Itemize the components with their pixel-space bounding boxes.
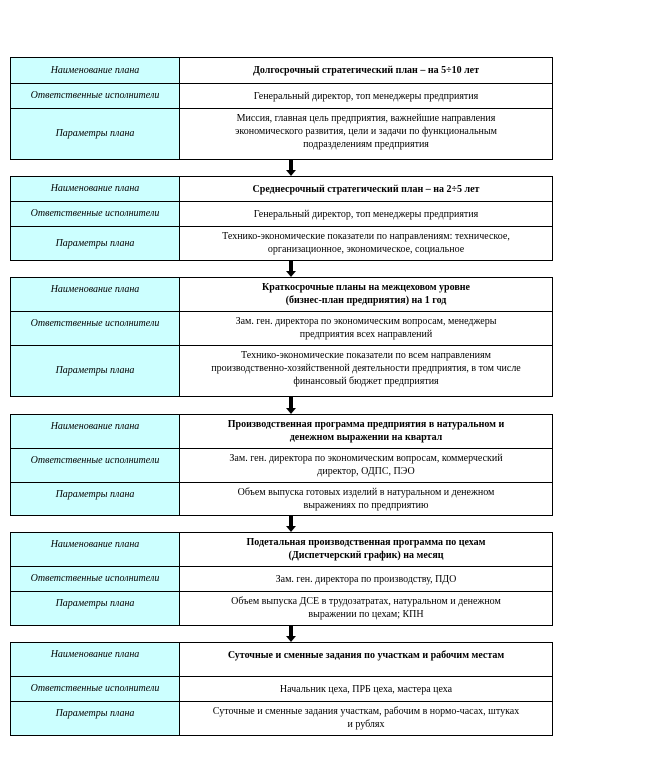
responsible-label: Ответственные исполнители (10, 566, 180, 592)
responsible-row (10, 676, 553, 702)
params-value (179, 591, 553, 626)
responsible-label: Ответственные исполнители (10, 676, 180, 702)
params-row (10, 482, 553, 516)
params-text: Технико-экономические показатели по всем направлениям производственно-хозяйственной деятельности предприятия, в том числе финансовый бюджет предприятия (211, 350, 521, 387)
responsible-row (10, 448, 553, 483)
plan-name-text: Краткосрочные планы на межцеховом уровне (бизнес-план предприятия) на 1 год (262, 282, 470, 306)
plan-name-row (10, 642, 553, 677)
params-row (10, 591, 553, 626)
params-value (179, 345, 553, 397)
flow-arrow-1 (287, 160, 295, 176)
responsible-value (179, 448, 553, 483)
responsible-text: Генеральный директор, топ менеджеры предприятия (253, 208, 479, 220)
params-value (179, 108, 553, 160)
params-label: Параметры плана (10, 108, 180, 160)
plan-name-row (10, 57, 553, 84)
responsible-value (179, 201, 553, 227)
responsible-row (10, 83, 553, 109)
responsible-row (10, 311, 553, 346)
plan-name-row (10, 277, 553, 312)
responsible-text: Зам. ген. директора по производству, ПДО (275, 573, 457, 585)
plan-name-text: Производственная программа предприятия в натуральном и денежном выражении на квартал (227, 419, 505, 443)
plan-block-short-term (10, 277, 553, 397)
params-row (10, 701, 553, 736)
plan-name-label: Наименование плана (10, 532, 180, 567)
params-value (179, 482, 553, 516)
flow-arrow-2 (287, 261, 295, 277)
responsible-value (179, 311, 553, 346)
params-text: Объем выпуска готовых изделий в натуральном и денежном выражениях по предприятию (237, 487, 495, 511)
responsible-value (179, 676, 553, 702)
plan-name-label: Наименование плана (10, 642, 180, 677)
plan-block-quarterly (10, 414, 553, 516)
responsible-label: Ответственные исполнители (10, 448, 180, 483)
params-label: Параметры плана (10, 591, 180, 626)
params-value (179, 226, 553, 261)
responsible-label: Ответственные исполнители (10, 83, 180, 109)
params-label: Параметры плана (10, 482, 180, 516)
params-text: Объем выпуска ДСЕ в трудозатратах, натуральном и денежном выражении по цехам; КПН (231, 596, 501, 620)
plan-block-long-term (10, 57, 553, 160)
plan-name-label: Наименование плана (10, 414, 180, 449)
plan-name-label: Наименование плана (10, 277, 180, 312)
plan-name-row (10, 532, 553, 567)
plan-name-value (179, 57, 553, 84)
params-label: Параметры плана (10, 226, 180, 261)
params-label: Параметры плана (10, 345, 180, 397)
params-text: Технико-экономические показатели по направлениям: техническое, организационное, экономическое, социальное (222, 231, 510, 255)
responsible-row (10, 201, 553, 227)
responsible-text: Зам. ген. директора по экономическим вопросам, коммерческий директор, ОДПС, ПЭО (229, 453, 503, 477)
plan-name-text: Суточные и сменные задания по участкам и рабочим местам (227, 650, 505, 661)
responsible-value (179, 83, 553, 109)
plan-name-label: Наименование плана (10, 176, 180, 202)
plan-name-value (179, 532, 553, 567)
responsible-label: Ответственные исполнители (10, 201, 180, 227)
params-value (179, 701, 553, 736)
flow-arrow-3 (287, 397, 295, 414)
plan-name-label: Наименование плана (10, 57, 180, 84)
plan-name-value (179, 277, 553, 312)
responsible-text: Зам. ген. директора по экономическим вопросам, менеджеры предприятия всех направлений (235, 316, 497, 340)
params-text: Суточные и сменные задания участкам, рабочим в нормо-часах, штуках и рублях (212, 706, 520, 730)
plan-name-text: Долгосрочный стратегический план – на 5÷10 лет (252, 65, 480, 76)
plan-block-monthly (10, 532, 553, 626)
plan-name-row (10, 176, 553, 202)
plan-name-value (179, 414, 553, 449)
plan-block-mid-term (10, 176, 553, 261)
responsible-label: Ответственные исполнители (10, 311, 180, 346)
params-row (10, 345, 553, 397)
responsible-text: Начальник цеха, ПРБ цеха, мастера цеха (279, 683, 453, 695)
plan-name-value (179, 176, 553, 202)
flow-arrow-5 (287, 626, 295, 642)
params-label: Параметры плана (10, 701, 180, 736)
plan-name-text: Подетальная производственная программа по цехам (Диспетчерский график) на месяц (246, 537, 486, 561)
responsible-row (10, 566, 553, 592)
flow-arrow-4 (287, 516, 295, 532)
params-row (10, 108, 553, 160)
plan-name-value (179, 642, 553, 677)
plan-name-row (10, 414, 553, 449)
responsible-value (179, 566, 553, 592)
plan-name-text: Среднесрочный стратегический план – на 2÷5 лет (252, 183, 480, 195)
params-row (10, 226, 553, 261)
plan-block-daily (10, 642, 553, 736)
params-text: Миссия, главная цель предприятия, важнейшие направления экономического развития, цели и задачи по функциональным подразделениям предприятия (235, 113, 497, 150)
responsible-text: Генеральный директор, топ менеджеры предприятия (253, 90, 479, 102)
